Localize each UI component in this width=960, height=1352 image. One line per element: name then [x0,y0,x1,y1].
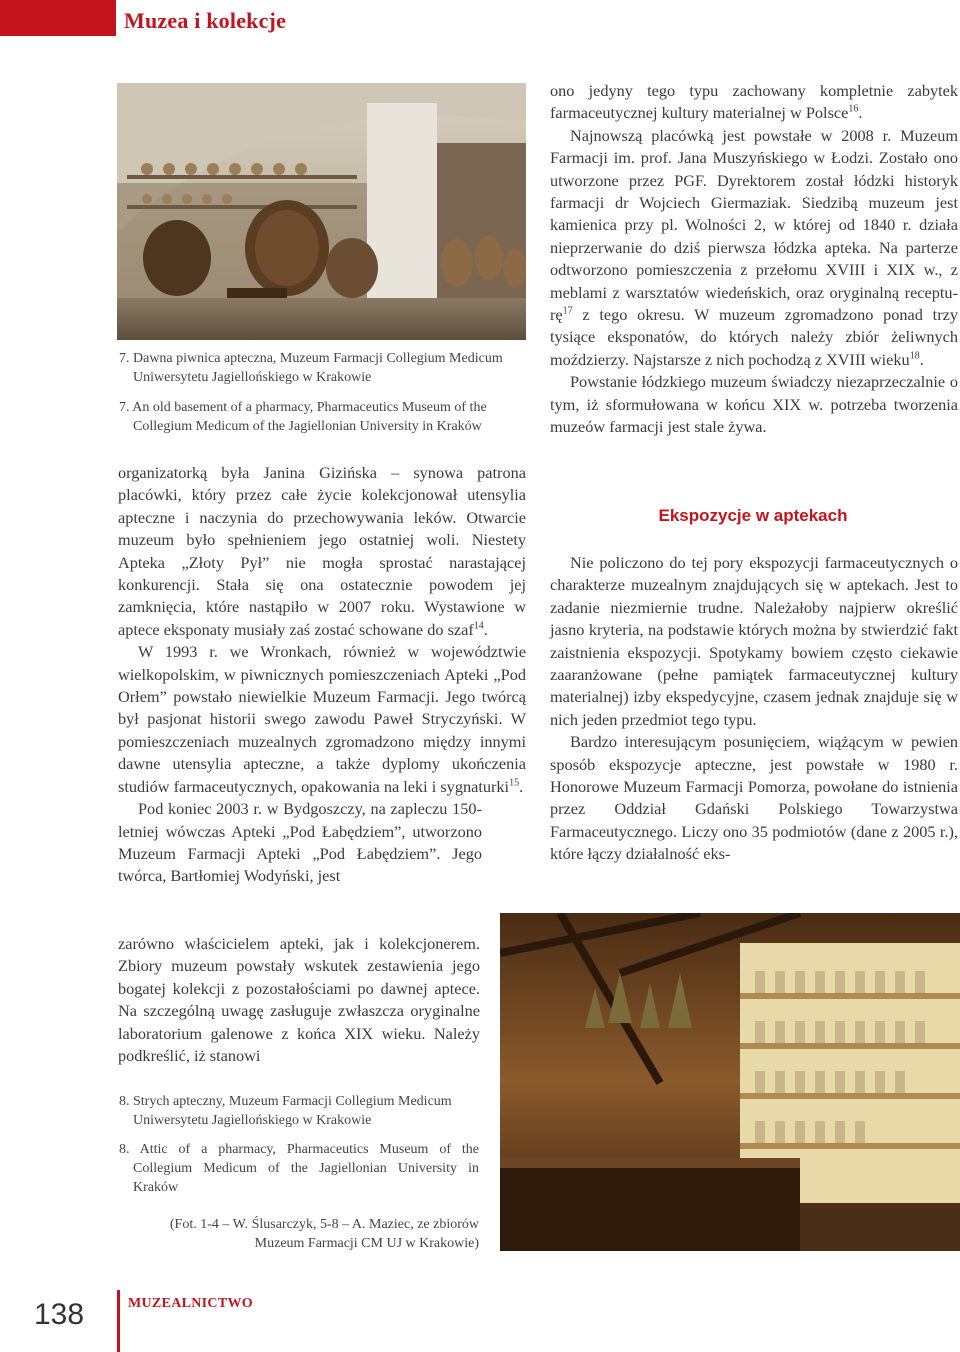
paragraph-text: organizatorką była Janina Gizińska – synowa patrona placówki, który przez całe życie kolekcjonował utensylia apteczne i naczynia do przechowywania leków. Otwarcie muzeum było spełnieniem jego ostatniej woli. Niestety Apteka „Złoty Pył” nie mogła sprostać narastającej konkurencji. Stała się ona ostatecznie powodem jej zamknięcia, które nastąpiło w 2007 roku. Wystawione w aptece eksponaty musiały zaś zostać schowane do szaf [118,463,526,639]
paragraph-text: ono jedyny tego typu zachowany kompletnie zabytek farmaceutycznej kultury materialnej w Polsce [550,81,958,123]
photo-pharmacy-basement [117,83,526,340]
paragraph: zarówno właścicielem apteki, jak i kolekcjonerem. Zbiory muzeum powstały wskutek zestawienia jego bogatej kolekcji z pozostałościami po dawnej aptece. Na szczególną uwagę zasługuje zwłaszcza oryginalne laboratorium galenowe z końca XIX wieku. Należy podkreślić, iż stanowi [118,934,480,1066]
caption-number: 8. [119,1142,130,1157]
caption-fig7-pl [119,349,527,387]
right-column [550,80,958,439]
caption-fig7-en [119,398,527,436]
paragraph: Bardzo interesującym posunięciem, wiążącym w pewien sposób ekspozycje apteczne, jest powstałe w 1980 r. Honorowe Muzeum Farmacji Pomorza, powołane do istnienia przez Oddział Gdański Polskiego Towarzystwa Farmaceutycznego. Liczy ono 35 podmiotów (dane z 2005 r.), które łączy działalność eks- [550,732,958,864]
caption-fig8-en [119,1140,479,1197]
left-column-upper [118,462,526,888]
paragraph-text: Najnowszą placówką jest powstałe w 2008 r. Muzeum Farmacji im. prof. Jana Muszyńskiego w Łodzi. Zostało ono utworzone przez PGF. Dyrektorem został łódzki historyk farmacji dr Wojciech Giermaziak. Siedzibą muzeum jest kamienica przy pl. Wolności 2, w której od 1840 r. działa nieprzerwanie do dziś pierwsza łódzka apteka. Na parterze odtworzono pomieszczenia z przełomu XVIII i XIX w., z meblami z warsztatów wiedeńskich, oraz oryginalną recepturę [550,125,958,325]
caption-text: Attic of a pharmacy, Pharmaceutics Museum of the Collegium Medicum of the Jagiellonian University in Kraków [133,1142,479,1195]
caption-text: Dawna piwnica apteczna, Muzeum Farmacji Collegium Medicum Uniwersytetu Jagiellońskiego w Krakowie [133,351,503,385]
section-title: Muzea i kolekcje [124,8,287,33]
photo-credits [118,1215,479,1253]
footnote-ref: 17 [562,305,573,317]
caption-number: 7. [119,351,130,366]
page-number: 138 [34,1298,85,1331]
paragraph [118,641,526,798]
paragraph-text: . [519,776,524,796]
paragraph-text: W 1993 r. we Wronkach, również w województwie wielkopolskim, w piwnicznych pomieszczeniach Apteki „Pod Orłem” powstało niewielkie Muzeum Farmacji. Jego twórcą był pasjonat historii swego zawodu Paweł Stryczyński. W pomieszczeniach muzealnych zgromadzono między innymi dawne utensylia apteczne, a także dyplomy ukończenia studiów farmaceutycznych, opakowania na leki i sygnaturki [118,642,526,796]
paragraph [550,125,958,371]
magazine-name: MUZEALNICTWO [128,1296,253,1311]
paragraph-text: . [858,103,863,123]
paragraph: Powstanie łódzkiego muzeum świadczy niezaprzeczalnie o tym, iż sformułowana w końcu XIX w. potrzeba tworzenia muzeów farmacji jest stale żywa. [550,372,958,437]
footnote-ref: 16 [848,103,859,115]
caption-fig8-pl [119,1092,479,1130]
section-heading: Ekspozycje w aptekach [658,506,848,525]
paragraph: Nie policzono do tej pory ekspozycji farmaceutycznych o charakterze muzealnym znajdujących się w aptekach. Jest to zadanie niezmiernie trudne. Należałoby najpierw określić jasno kryteria, na podstawie których można by stwierdzić fakt zaistnienia ekspozycji. Spotykamy bowiem często ciekawie zaaranżowane (pełne pamiątek farmaceutycznej kultury materialnej) izby ekspedycyjne, czasem jednak znajduje się w nich jeden przedmiot tego typu. [550,553,958,729]
basement-illustration [117,83,526,340]
paragraph [118,462,526,641]
paragraph-text: z tego okresu. W muzeum zgromadzono ponad trzy tysiące eksponatów, do których należy zbiór żeliwnych moździerzy. Najstarsze z nich pochodzą z XVIII wieku [550,305,958,369]
left-column-lower [118,933,480,1067]
paragraph-text: . [919,349,924,369]
header-accent-bar [0,0,116,36]
attic-illustration [500,913,960,1251]
right-column-lower [550,552,958,866]
paragraph [550,80,958,125]
footer-accent-rule [117,1290,120,1352]
credits-line: (Fot. 1-4 – W. Ślusarczyk, 5-8 – A. Maziec, ze zbiorów [169,1217,479,1232]
caption-number: 8. [119,1094,130,1109]
paragraph-text: . [483,619,488,639]
caption-text: Strych apteczny, Muzeum Farmacji Collegium Medicum Uniwersytetu Jagiellońskiego w Krakowie [133,1094,452,1128]
footnote-ref: 15 [509,777,520,789]
paragraph: Pod koniec 2003 r. w Bydgoszczy, na zapleczu 150-letniej wówczas Apteki „Pod Łabędziem”, utworzono Muzeum Farmacji Apteki „Pod Łabędziem”. Jego twórca, Bartłomiej Wodyński, jest [118,799,482,886]
credits-line: Muzeum Farmacji CM UJ w Krakowie) [254,1236,479,1251]
caption-number: 7. [119,400,130,415]
footnote-ref: 18 [909,350,920,362]
photo-pharmacy-attic [500,913,960,1251]
footnote-ref: 14 [473,620,484,632]
caption-text: An old basement of a pharmacy, Pharmaceutics Museum of the Collegium Medicum of the Jagiellonian University in Kraków [132,400,487,434]
